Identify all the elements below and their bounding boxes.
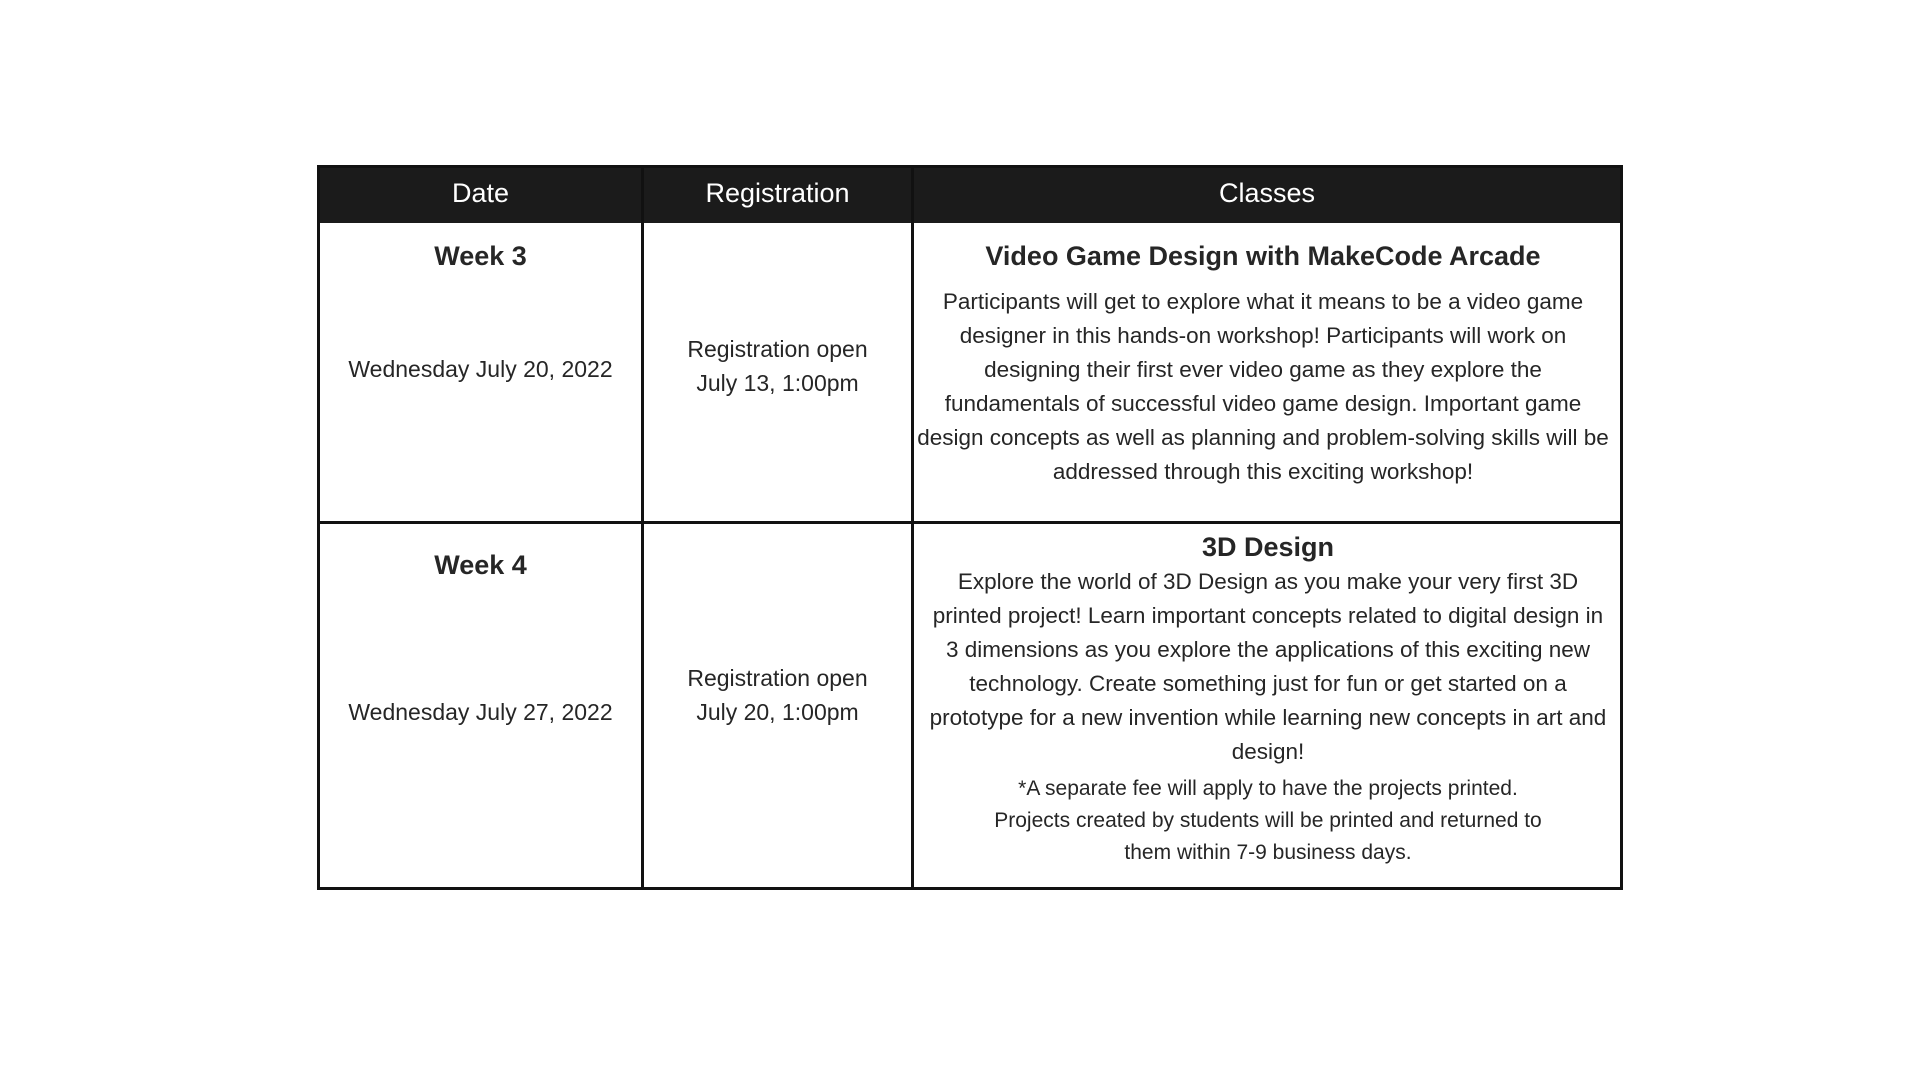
week-4-date-cell	[320, 524, 644, 887]
week-4-registration-line1: Registration open	[687, 665, 868, 691]
week-3-title: Week 3	[434, 241, 527, 271]
week-4-class-note-line3: them within 7-9 business days.	[1124, 841, 1412, 864]
column-header-date: Date	[320, 168, 644, 223]
week-4-class-cell	[914, 524, 1620, 887]
week-4-class-note-line1: *A separate fee will apply to have the projects printed.	[1018, 777, 1518, 800]
column-header-registration: Registration	[644, 168, 914, 223]
week-3-registration-line2: July 13, 1:00pm	[696, 370, 859, 396]
week-3-class-title: Video Game Design with MakeCode Arcade	[985, 241, 1541, 271]
week-4-class-note	[924, 773, 1612, 869]
week-3-registration-cell	[644, 223, 914, 524]
week-3-class-cell	[914, 223, 1620, 524]
week-3-date: Wednesday July 20, 2022	[348, 356, 613, 382]
column-header-classes: Classes	[914, 168, 1620, 223]
week-4-registration-line2: July 20, 1:00pm	[696, 699, 859, 725]
week-3-registration	[644, 332, 911, 400]
week-3-registration-line1: Registration open	[687, 336, 868, 362]
week-4-title: Week 4	[434, 550, 527, 580]
week-4-class-description: Explore the world of 3D Design as you make your very first 3D printed project! Learn important concepts related to digital design in 3 dimensions as you explore the applications of this exciting new technology. Create something just for fun or get started on a prototype for a new invention while learning new concepts in art and design!	[929, 569, 1607, 764]
week-4-registration-cell	[644, 524, 914, 887]
week-3-class-description: Participants will get to explore what it means to be a video game designer in this hands-on workshop! Participants will work on designing their first ever video game as they explore the fundamentals of successful video game design. Important game design concepts as well as planning and problem-solving skills will be addressed through this exciting workshop!	[917, 289, 1609, 484]
schedule-table	[317, 165, 1623, 890]
week-4-registration	[644, 661, 911, 729]
week-4-date: Wednesday July 27, 2022	[348, 699, 613, 725]
week-4-class-note-line2: Projects created by students will be printed and returned to	[994, 809, 1542, 832]
week-3-date-cell	[320, 223, 644, 524]
week-4-class-title: 3D Design	[1201, 532, 1335, 562]
